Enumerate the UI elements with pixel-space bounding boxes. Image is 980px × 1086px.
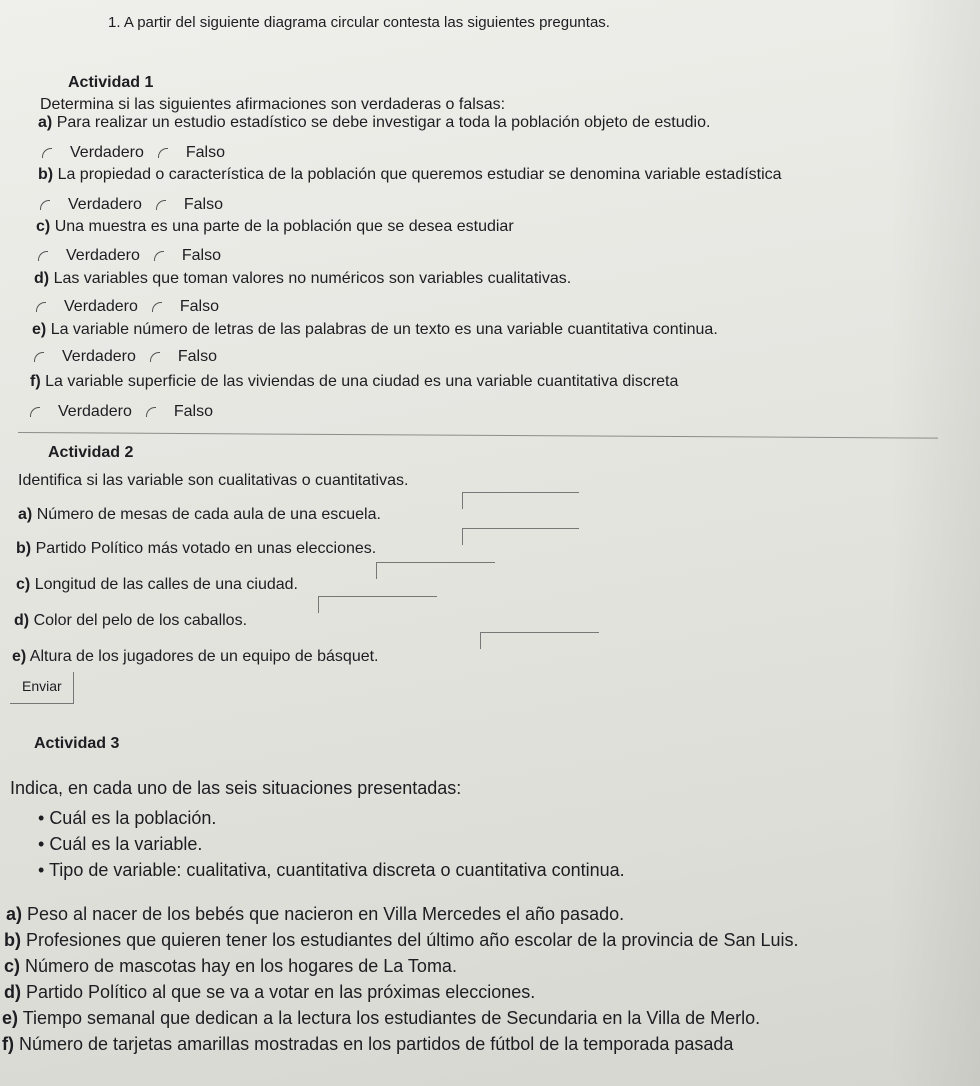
question-2b [16, 540, 376, 558]
question-2e [12, 648, 379, 666]
question-text: Las variables que toman valores no numéricos son variables cualitativas. [53, 270, 572, 287]
radio-true-d[interactable] [36, 302, 46, 312]
page-shadow [890, 0, 980, 1086]
question-text: Longitud de las calles de una ciudad. [34, 576, 298, 593]
situation-b [4, 930, 799, 951]
question-e [32, 321, 718, 339]
question-letter: b) [38, 166, 54, 183]
answer-field-c[interactable] [376, 562, 495, 579]
activity-1-title: Actividad 1 [68, 74, 154, 91]
option-true-label: Verdadero [62, 348, 136, 365]
answer-field-a[interactable] [462, 492, 579, 509]
situation-letter: f) [2, 1034, 14, 1054]
activity-3-prompt: Indica, en cada uno de las seis situaciones presentadas: [10, 778, 462, 798]
question-text: Altura de los jugadores de un equipo de básquet. [29, 648, 379, 665]
situation-text: Peso al nacer de los bebés que nacieron en Villa Mercedes el año pasado. [27, 904, 625, 924]
radio-false-d[interactable] [152, 302, 162, 312]
question-c [36, 218, 514, 236]
situation-letter: a) [6, 904, 23, 924]
question-a [38, 114, 710, 132]
option-true-label: Verdadero [70, 144, 144, 161]
activity-2-prompt: Identifica si las variable son cualitativas o cuantitativas. [18, 472, 409, 489]
option-true-label: Verdadero [58, 403, 132, 420]
options-e [34, 348, 217, 366]
option-true-label: Verdadero [64, 298, 138, 315]
activity-3-title: Actividad 3 [34, 735, 120, 752]
radio-true-b[interactable] [40, 200, 50, 210]
options-f [30, 403, 213, 421]
question-letter: e) [32, 321, 47, 338]
radio-true-c[interactable] [38, 251, 48, 261]
situation-e [2, 1008, 760, 1029]
situation-letter: c) [4, 956, 21, 976]
question-letter: f) [30, 373, 41, 390]
situation-a [6, 904, 624, 925]
question-letter: e) [12, 648, 27, 665]
question-letter: a) [18, 506, 33, 523]
radio-false-e[interactable] [150, 352, 160, 362]
radio-true-a[interactable] [42, 148, 52, 158]
question-text: La variable superficie de las viviendas de una ciudad es una variable cuantitativa discreta [45, 373, 679, 390]
section-divider [18, 432, 938, 439]
option-false-label: Falso [185, 144, 225, 161]
situation-text: Número de tarjetas amarillas mostradas en los partidos de fútbol de la temporada pasada [19, 1034, 734, 1054]
option-false-label: Falso [183, 196, 223, 213]
question-text: Partido Político más votado en unas elecciones. [35, 540, 377, 557]
activity-2-title: Actividad 2 [48, 444, 134, 461]
situation-text: Número de mascotas hay en los hogares de La Toma. [25, 956, 457, 976]
question-f [30, 373, 678, 391]
answer-field-b[interactable] [462, 528, 579, 545]
option-false-label: Falso [179, 298, 219, 315]
question-text: La propiedad o característica de la población que queremos estudiar se denomina variable estadística [57, 166, 782, 183]
option-false-label: Falso [181, 247, 221, 264]
option-false-label: Falso [177, 348, 217, 365]
radio-false-c[interactable] [154, 251, 164, 261]
question-b [38, 166, 782, 184]
answer-field-d[interactable] [318, 596, 437, 613]
question-text: Para realizar un estudio estadístico se debe investigar a toda la población objeto de estudio. [56, 114, 711, 131]
radio-false-a[interactable] [158, 148, 168, 158]
question-letter: c) [36, 218, 51, 235]
question-letter: c) [16, 576, 31, 593]
radio-true-e[interactable] [34, 352, 44, 362]
situation-c [4, 956, 457, 977]
instruction: 1. A partir del siguiente diagrama circular contesta las siguientes preguntas. [108, 14, 610, 31]
question-2d [14, 612, 247, 630]
options-b [40, 196, 223, 214]
bullet-item: • Cuál es la población. [38, 808, 217, 828]
answer-field-e[interactable] [480, 632, 599, 649]
option-true-label: Verdadero [66, 247, 140, 264]
situation-d [4, 982, 535, 1003]
radio-false-b[interactable] [156, 200, 166, 210]
situation-letter: e) [2, 1008, 19, 1028]
question-2c [16, 576, 298, 594]
situation-letter: d) [4, 982, 21, 1002]
question-text: Color del pelo de los caballos. [33, 612, 248, 629]
situation-text: Partido Político al que se va a votar en las próximas elecciones. [26, 982, 536, 1002]
options-d [36, 298, 219, 316]
option-true-label: Verdadero [68, 196, 142, 213]
situation-text: Profesiones que quieren tener los estudiantes del último año escolar de la provincia de San Luis. [26, 930, 799, 950]
question-2a [18, 506, 381, 524]
situation-f [2, 1034, 733, 1055]
options-a [42, 144, 225, 162]
question-text: Número de mesas de cada aula de una escuela. [36, 506, 381, 523]
question-text: Una muestra es una parte de la población que se desea estudiar [54, 218, 514, 235]
situation-letter: b) [4, 930, 21, 950]
radio-false-f[interactable] [146, 407, 156, 417]
question-letter: b) [16, 540, 32, 557]
activity-1-prompt: Determina si las siguientes afirmaciones son verdaderas o falsas: [40, 96, 506, 113]
radio-true-f[interactable] [30, 407, 40, 417]
submit-button[interactable]: Enviar [10, 672, 74, 704]
bullet-item: • Tipo de variable: cualitativa, cuantitativa discreta o cuantitativa continua. [38, 860, 625, 880]
bullet-item: • Cuál es la variable. [38, 834, 203, 854]
situation-text: Tiempo semanal que dedican a la lectura los estudiantes de Secundaria en la Villa de Merlo. [22, 1008, 761, 1028]
question-text: La variable número de letras de las palabras de un texto es una variable cuantitativa continua. [50, 321, 718, 338]
question-letter: d) [34, 270, 50, 287]
question-letter: d) [14, 612, 30, 629]
question-letter: a) [38, 114, 53, 131]
option-false-label: Falso [173, 403, 213, 420]
question-d [34, 270, 571, 288]
options-c [38, 247, 221, 265]
